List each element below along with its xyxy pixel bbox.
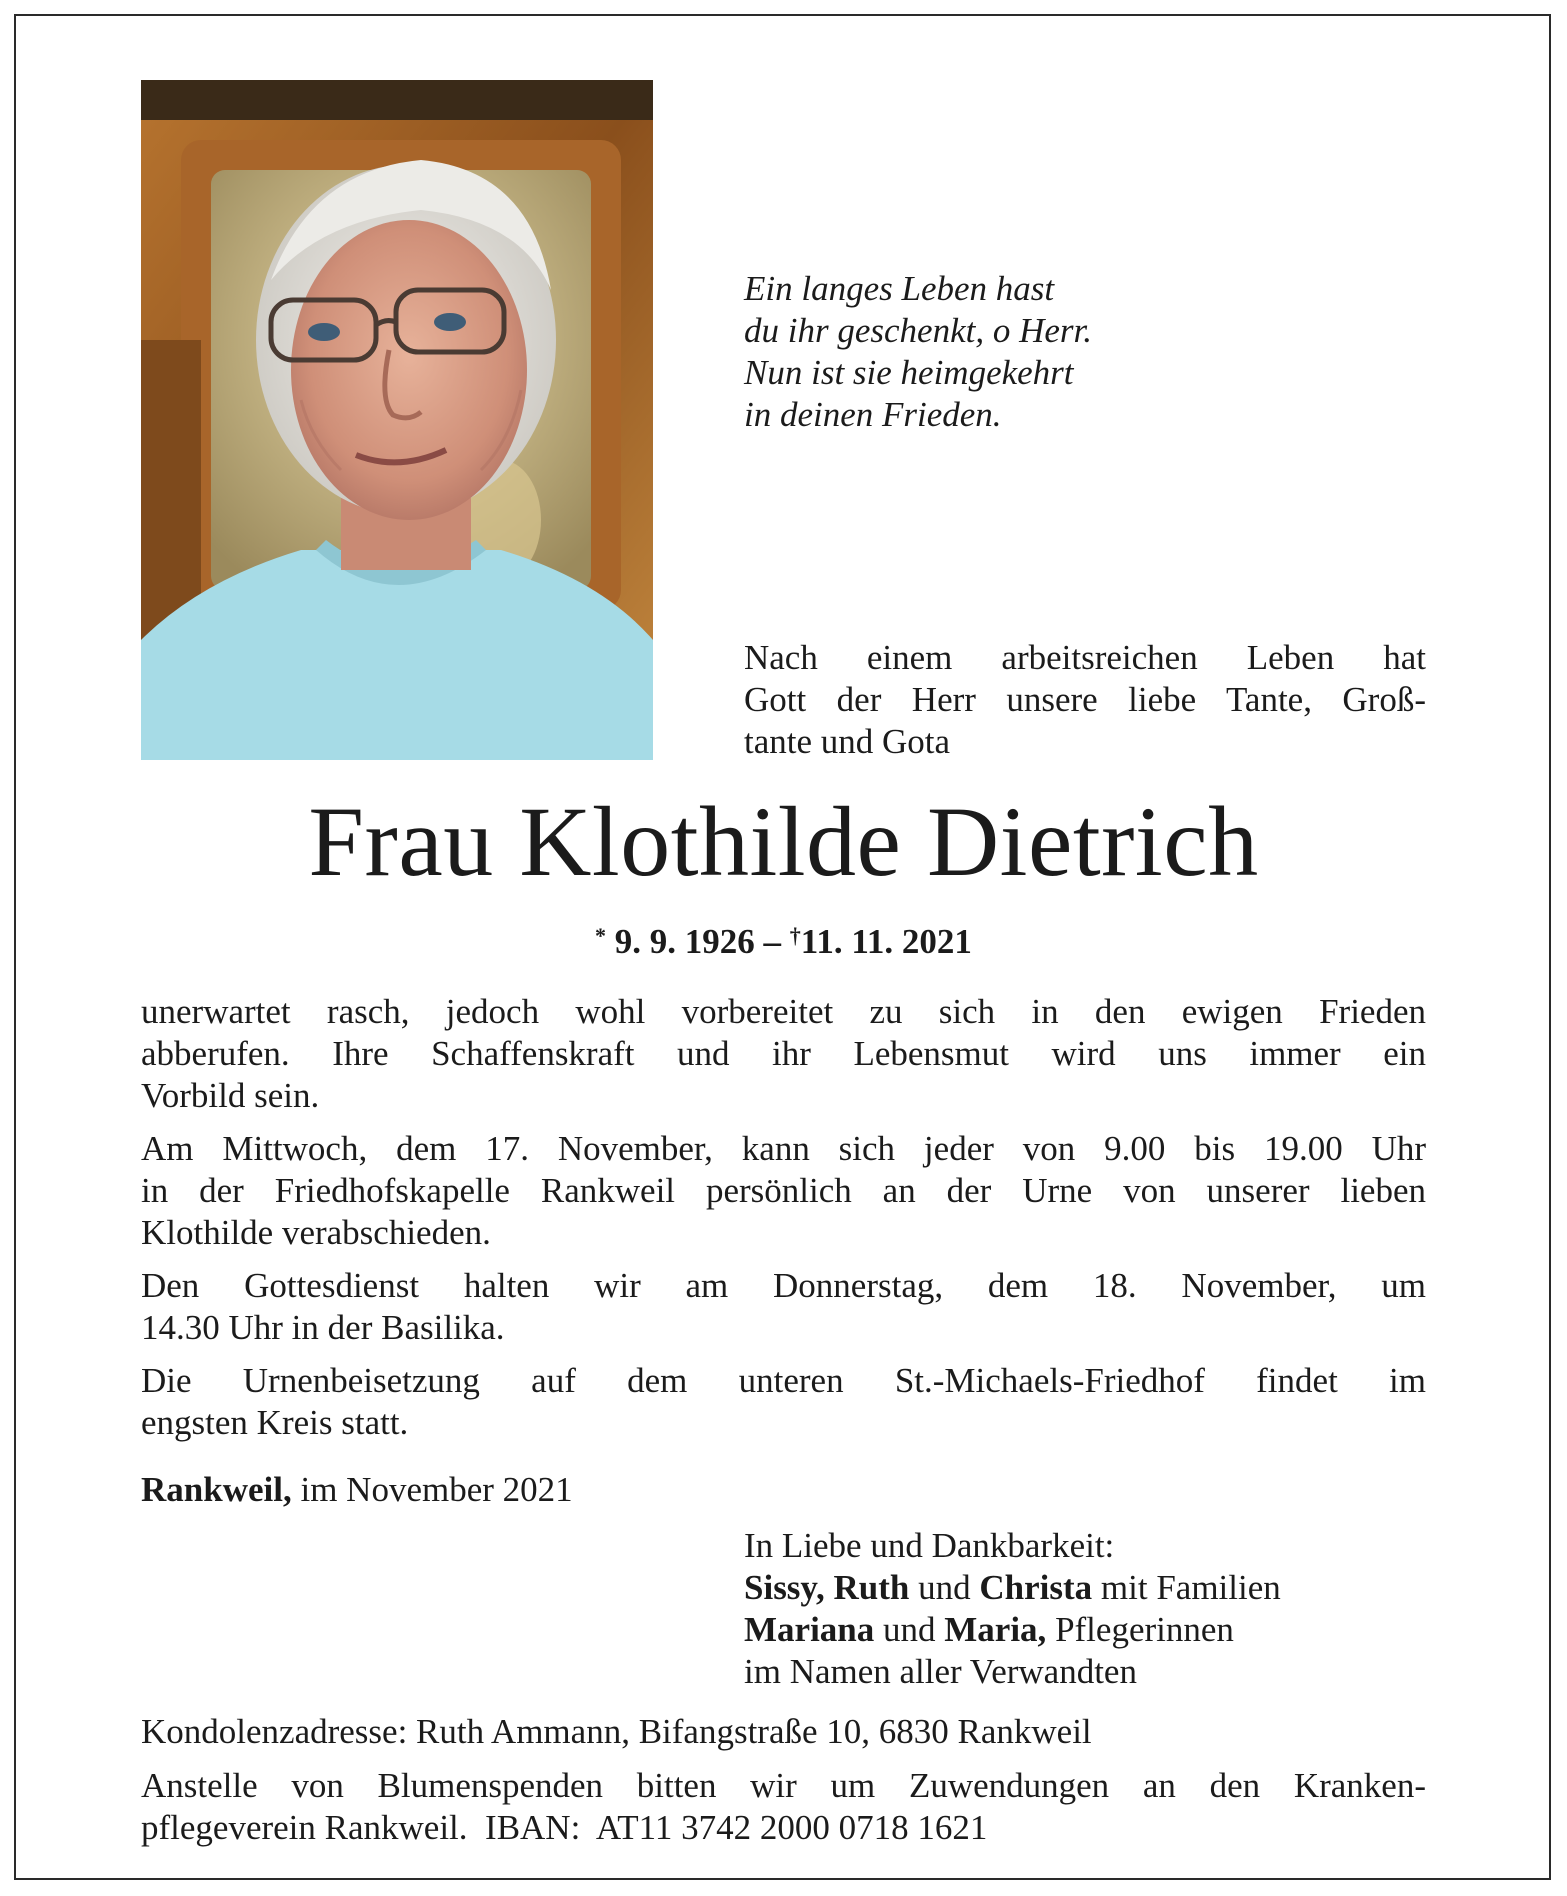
intro-line: tante und Gota [744,722,951,761]
obituary-body [141,991,1426,1455]
signature-line: In Liebe und Dankbarkeit: [744,1526,1115,1565]
motto-line: Ein langes Leben hast [744,269,1055,308]
intro-line: Nach einem arbeitsreichen Leben hat [744,638,1426,677]
body-line: engsten Kreis statt. [141,1403,409,1442]
body-line: Klothilde verabschieden. [141,1213,491,1252]
condolence-address: Kondolenzadresse: Ruth Ammann, Bifangstraße 10, 6830 Rankweil [141,1712,1092,1751]
intro-line: Gott der Herr unsere liebe Tante, Groß- [744,680,1426,719]
mourner-name: Christa [979,1568,1093,1607]
date-separator: – [763,922,782,961]
mourners-signature [744,1525,1281,1693]
mourner-name: Maria, [944,1610,1047,1649]
mourner-name: Ruth [833,1568,910,1607]
place-town: Rankweil, [141,1470,292,1509]
body-line: abberufen. Ihre Schaffenskraft und ihr Lebensmut wird uns immer ein [141,1034,1426,1073]
portrait-photo [141,80,653,760]
body-line: Den Gottesdienst halten wir am Donnerstag, dem 18. November, um [141,1266,1426,1305]
mourner-name: Mariana [744,1610,875,1649]
intro-text [744,637,1426,763]
motto-line: du ihr geschenkt, o Herr. [744,311,1093,350]
footer-notes [141,1711,1426,1861]
signature-suffix: Pflegerinnen [1055,1610,1234,1649]
body-paragraph [141,991,1426,1117]
birth-date: 9. 9. 1926 [614,922,755,961]
mourner-name: Sissy, [744,1568,825,1607]
body-paragraph [141,1128,1426,1254]
conjunction: und [918,1568,971,1607]
body-line: 14.30 Uhr in der Basilika. [141,1308,505,1347]
donation-note [141,1765,1426,1849]
body-line: Die Urnenbeisetzung auf dem unteren St.-Michaels-Friedhof findet im [141,1361,1426,1400]
signature-line [744,1609,1281,1651]
donation-line: Anstelle von Blumenspenden bitten wir um Zuwendungen an den Kranken- [141,1766,1426,1805]
body-line: Vorbild sein. [141,1076,320,1115]
motto-line: Nun ist sie heimgekehrt [744,353,1074,392]
death-date: 11. 11. 2021 [800,922,972,961]
body-paragraph [141,1265,1426,1349]
motto-line: in deinen Frieden. [744,395,1002,434]
place-date [141,1469,573,1511]
donation-line: pflegeverein Rankweil. IBAN: AT11 3742 2000 0718 1621 [141,1808,988,1847]
conjunction: und [883,1610,936,1649]
body-line: unerwartet rasch, jedoch wohl vorbereitet zu sich in den ewigen Frieden [141,992,1426,1031]
signature-line: im Namen aller Verwandten [744,1652,1137,1691]
motto-verse [744,268,1092,436]
body-paragraph [141,1360,1426,1444]
death-symbol: † [789,923,801,948]
place-date-text: im November 2021 [300,1470,573,1509]
signature-suffix: mit Familien [1100,1568,1281,1607]
body-line: in der Friedhofskapelle Rankweil persönlich an der Urne von unserer lieben [141,1171,1426,1210]
deceased-name: Frau Klothilde Dietrich [308,786,1259,897]
body-line: Am Mittwoch, dem 17. November, kann sich jeder von 9.00 bis 19.00 Uhr [141,1129,1426,1168]
life-dates [0,915,1567,963]
birth-symbol: * [595,923,607,948]
signature-line [744,1567,1281,1609]
